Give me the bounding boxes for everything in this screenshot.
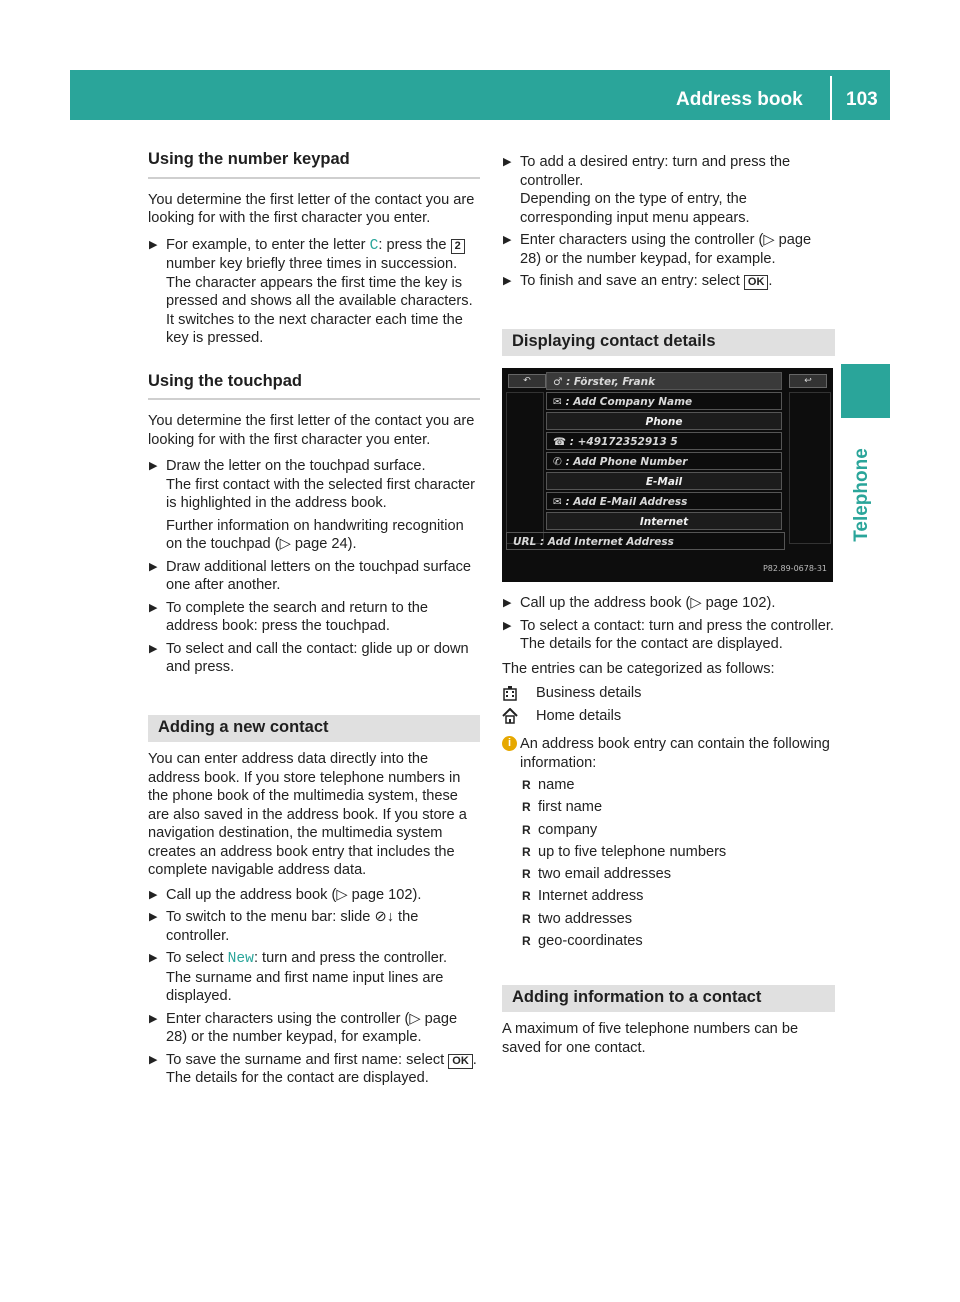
keypad-step-text-b: : press the (378, 236, 451, 253)
right-step-3 (502, 272, 835, 291)
info-list-item (502, 776, 835, 795)
info-note (502, 735, 835, 772)
business-building-icon (502, 685, 518, 701)
step-arrow-icon: ▶ (149, 460, 158, 472)
bullet-icon: R (522, 844, 531, 859)
touch-step-1 (148, 457, 480, 554)
add-step-5-detail: The details for the contact are displayed. (166, 1070, 429, 1086)
info-list-item (502, 865, 835, 884)
info-item-text: up to five telephone numbers (538, 843, 727, 860)
info-item-text: geo-coordinates (538, 933, 643, 950)
side-tab-label (842, 440, 882, 550)
step-arrow-icon: ▶ (149, 952, 158, 964)
info-item-text: company (538, 821, 598, 838)
adding-info-text: A maximum of five telephone numbers can be saved for one contact. (502, 1021, 799, 1056)
step-arrow-icon: ▶ (149, 601, 158, 614)
step-arrow-icon: ▶ (149, 1053, 158, 1066)
step-arrow-icon: ▶ (503, 275, 512, 287)
bullet-icon: R (522, 800, 531, 815)
step-arrow-icon: ▶ (503, 156, 512, 168)
add-step-3-text-a: To select (166, 950, 228, 966)
adding-intro: You can enter address data directly into the address book. If you store telephone numbers in the phone book of the multimedia system, these are also saved in the address book. If you store a navigation destination, the multimedia system creates an address book entry that includes the complete navigable address data. (148, 751, 467, 878)
right-step-3-line (520, 272, 835, 291)
keypad-step-text-c: number key briefly three times in succession. (166, 256, 458, 272)
right-column (502, 153, 835, 1057)
legend-home-label: Home details (536, 707, 622, 724)
touchpad-intro: You determine the first letter of the contact you are looking for with the first character you enter. (148, 413, 475, 448)
heading-adding-information: Adding information to a contact (502, 985, 835, 1013)
screen-row-name: ♂ : Förster, Frank (546, 372, 782, 390)
touch-step-1b: The first contact with the selected first character is highlighted in the address book. (166, 476, 476, 511)
bullet-icon: R (522, 822, 531, 837)
page-number: 103 (846, 89, 878, 110)
add-step-4 (148, 1010, 480, 1047)
touch-step-1c: Further information on handwriting recognition on the touchpad (▷ page 24). (166, 517, 464, 552)
display-step-2 (502, 617, 835, 654)
screen-reference-code: P82.89-0678-31 (762, 563, 827, 573)
right-step-2-text: Enter characters using the controller (▷ page 28) or the number keypad, for example. (520, 232, 812, 267)
display-step-2b: The details for the contact are displayed. (520, 636, 783, 652)
add-step-5-line (166, 1051, 480, 1070)
info-list-item (502, 821, 835, 840)
display-step-2a: To select a contact: turn and press the controller. (520, 617, 834, 634)
left-column (148, 150, 480, 1088)
info-list (502, 776, 835, 951)
keypad-step-text-a: For example, to enter the letter (166, 236, 370, 253)
screen-row-internet-header: Internet (546, 512, 782, 530)
add-step-2 (148, 908, 480, 945)
step-arrow-icon: ▶ (149, 238, 158, 251)
side-tab-text: Telephone (851, 448, 872, 542)
screen-row-company: ✉ : Add Company Name (546, 392, 782, 410)
right-step-1a: To add a desired entry: turn and press the controller. (520, 154, 791, 189)
number-key-2-icon: 2 (451, 239, 465, 254)
touch-step-4-text: To select and call the contact: glide up or down and press. (166, 640, 469, 675)
bullet-icon: R (522, 778, 531, 792)
screen-left-panel (506, 392, 544, 544)
info-item-text: first name (538, 799, 603, 816)
home-house-icon (502, 708, 518, 724)
add-step-1 (148, 886, 480, 905)
ok-key-icon: OK (744, 275, 769, 290)
touch-step-4 (148, 640, 480, 677)
step-arrow-icon: ▶ (503, 234, 512, 246)
screen-row-phone-number: ☎ : +49172352913 5 (546, 432, 782, 450)
screen-return-button: ↩ (789, 374, 827, 388)
step-arrow-icon: ▶ (503, 619, 512, 632)
step-arrow-icon: ▶ (149, 560, 158, 573)
step-arrow-icon: ▶ (149, 911, 158, 923)
screen-back-button: ↶ (508, 374, 546, 388)
heading-number-keypad: Using the number keypad (148, 150, 480, 179)
legend-home (502, 707, 835, 726)
display-step-1-text: Call up the address book (▷ page 102). (520, 595, 776, 611)
info-list-item (502, 932, 835, 951)
screen-right-panel (789, 392, 831, 544)
keypad-step (148, 236, 480, 348)
bullet-icon: R (522, 889, 531, 904)
step-arrow-icon: ▶ (149, 1012, 158, 1025)
keypad-intro: You determine the first letter of the contact you are looking for with the first character you enter. (148, 191, 475, 226)
keypad-step-detail: The character appears the first time the key is pressed and shows all the available characters. It switches to the next character each time the key is pressed. (166, 274, 473, 346)
step-arrow-icon: ▶ (149, 888, 158, 901)
bullet-icon: R (522, 867, 531, 882)
heading-adding-new-contact: Adding a new contact (148, 715, 480, 743)
touch-step-2 (148, 558, 480, 595)
screen-row-email-header: E-Mail (546, 472, 782, 490)
add-step-3 (148, 949, 480, 1006)
screen-row-add-phone: ✆ : Add Phone Number (546, 452, 782, 470)
display-step-1 (502, 594, 835, 613)
touch-step-2-text: Draw additional letters on the touchpad surface one after another. (166, 558, 472, 593)
info-item-text: name (538, 777, 575, 793)
heading-displaying-contact-details: Displaying contact details (502, 329, 835, 357)
info-icon: i (502, 736, 517, 751)
add-step-2-text: To switch to the menu bar: slide ⊘↓ the controller. (166, 909, 419, 944)
screen-row-add-email: ✉ : Add E-Mail Address (546, 492, 782, 510)
contact-details-screenshot (502, 368, 833, 582)
info-list-item (502, 843, 835, 862)
touch-step-1a: Draw the letter on the touchpad surface. (166, 458, 426, 474)
add-step-4-text: Enter characters using the controller (▷ page 28) or the number keypad, for example. (166, 1010, 458, 1045)
keypad-step-line (166, 236, 480, 274)
info-list-item (502, 910, 835, 929)
right-step-1 (502, 153, 835, 227)
add-step-1-text: Call up the address book (▷ page 102). (166, 886, 422, 903)
touch-step-3-text: To complete the search and return to the address book: press the touchpad. (166, 599, 429, 634)
screen-row-phone-header: Phone (546, 412, 782, 430)
add-step-5-text-a: To save the surname and first name: select (166, 1051, 449, 1068)
info-item-text: Internet address (538, 888, 644, 905)
info-text: An address book entry can contain the following information: (520, 736, 830, 771)
screen-row-add-url: URL : Add Internet Address (506, 532, 785, 550)
info-item-text: two email addresses (538, 866, 672, 883)
add-step-5-text-b: . (472, 1051, 477, 1068)
add-step-3-text-b: : turn and press the controller. (253, 950, 448, 966)
bullet-icon: R (522, 934, 531, 949)
right-step-3-text-a: To finish and save an entry: select (520, 273, 744, 289)
ok-key-icon: OK (448, 1054, 473, 1069)
add-step-5 (148, 1051, 480, 1088)
header-divider (830, 76, 832, 120)
new-menu-item: New (227, 951, 254, 967)
header-title: Address book (676, 89, 803, 110)
bullet-icon: R (522, 911, 531, 926)
right-step-2 (502, 231, 835, 268)
step-arrow-icon: ▶ (503, 597, 512, 609)
keypad-letter: C (369, 237, 379, 254)
side-tab-marker (841, 364, 890, 418)
legend-business-label: Business details (536, 685, 642, 701)
touch-step-3 (148, 599, 480, 636)
info-item-text: two addresses (538, 910, 633, 927)
right-step-3-text-b: . (768, 273, 773, 289)
legend-business (502, 684, 835, 703)
add-step-3-line (166, 949, 480, 969)
categorized-text: The entries can be categorized as follows: (502, 660, 775, 677)
info-list-item (502, 798, 835, 817)
step-arrow-icon: ▶ (149, 642, 158, 655)
info-list-item (502, 887, 835, 906)
heading-touchpad: Using the touchpad (148, 372, 480, 401)
add-step-3-detail: The surname and first name input lines are displayed. (166, 969, 444, 1004)
right-step-1b: Depending on the type of entry, the corresponding input menu appears. (520, 191, 750, 226)
